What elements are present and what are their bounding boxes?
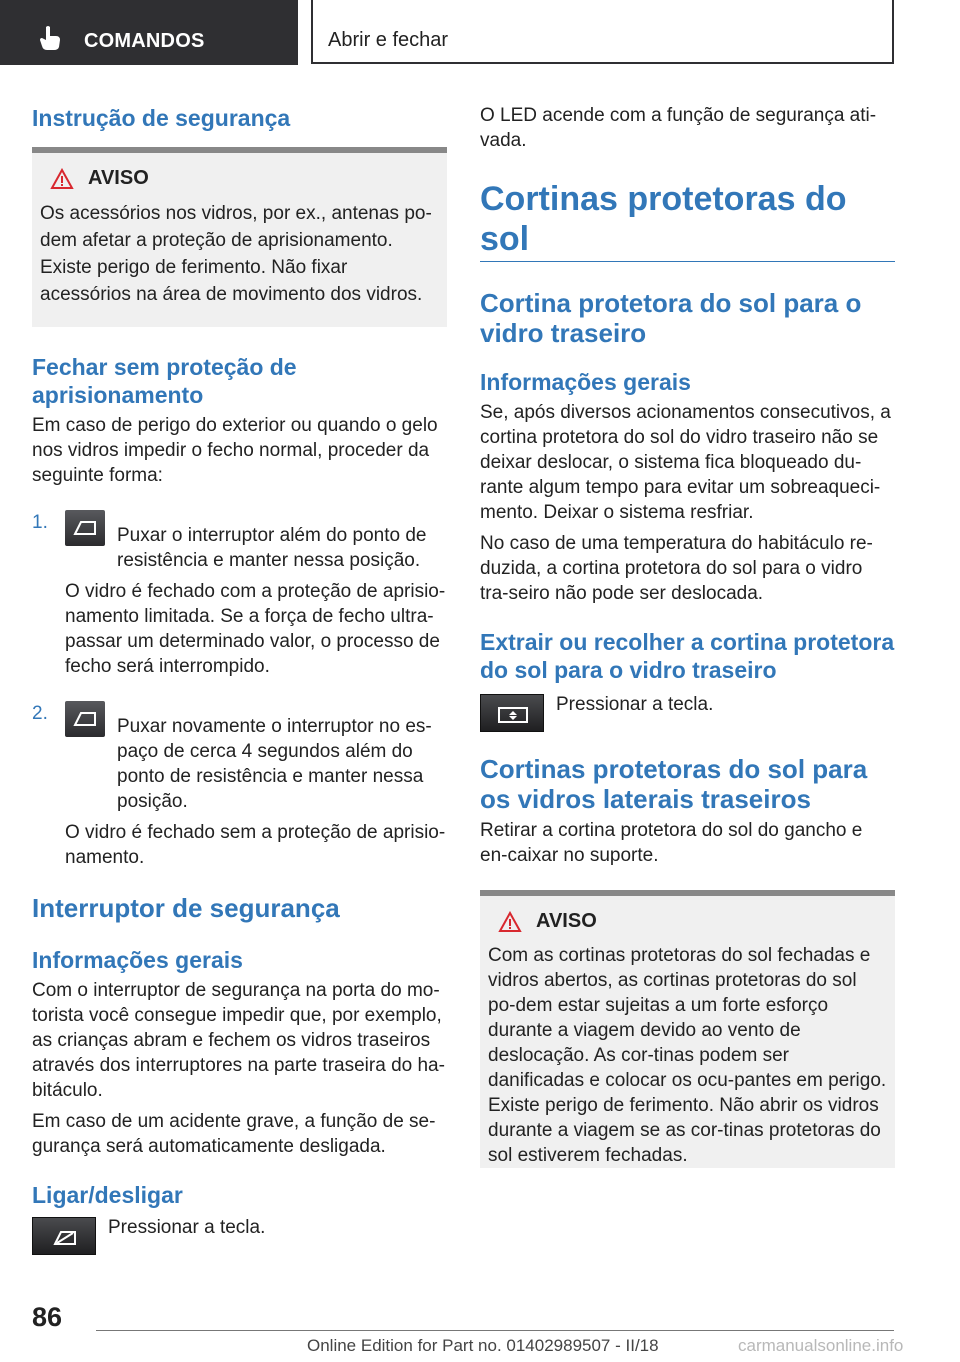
- paragraph-side: Retirar a cortina protetora do sol do gancho e en-caixar no suporte.: [480, 820, 863, 866]
- safety-switch-key-icon: [32, 1217, 96, 1255]
- step-1: [32, 510, 447, 679]
- press-text: Pressionar a tecla.: [108, 1217, 266, 1238]
- heading-close: Fechar sem proteção de aprisionamento: [32, 354, 297, 408]
- paragraph-led: O LED acende com a função de segurança ati-vada.: [480, 105, 877, 151]
- heading-rear: Cortina protetora do sol para o vidro traseiro: [480, 288, 862, 348]
- left-column: [32, 100, 447, 1255]
- sunblind-key-icon: [480, 694, 544, 732]
- warning-icon: [498, 911, 522, 933]
- step-number: 2.: [32, 703, 48, 724]
- topic-tab: [311, 0, 894, 64]
- footer-divider: [96, 1330, 894, 1331]
- warning-label: AVISO: [536, 910, 597, 932]
- section-title: COMANDOS: [84, 30, 205, 52]
- heading-sun: Cortinas protetoras do sol: [480, 179, 895, 262]
- heading-side: Cortinas protetoras do sol para os vidros laterais traseiros: [480, 754, 868, 814]
- warning-icon: [50, 168, 74, 190]
- paragraph-info-right-1: Se, após diversos acionamentos consecutivos, a cortina protetora do sol do vidro traseiro não se deixar deslocar, o sistema fica bloqueado du-rante algum tempo para evitar um sobreaqueci-mento. Deixar o sistema resfriar.: [480, 402, 891, 523]
- step-note: O vidro é fechado sem a proteção de aprisio-namento.: [65, 822, 446, 868]
- extend-row: [480, 694, 895, 732]
- paragraph-info-right-2: No caso de uma temperatura do habitáculo re-duzida, a cortina protetora do sol para o vidro tra-seiro não pode ser deslocada.: [480, 533, 873, 604]
- step-note: O vidro é fechado com a proteção de aprisio-namento limitada. Se a força de fecho ultra-passar um determinado valor, o processo de fecho será interrompido.: [65, 581, 446, 677]
- onoff-row: [32, 1217, 447, 1255]
- warning-text: Os acessórios nos vidros, por ex., antenas po-dem afetar a proteção de aprisionamento. Existe perigo de ferimento. Não fixar acessórios na área de movimento dos vidros.: [40, 203, 432, 305]
- section-tab: [0, 0, 298, 65]
- warning-title: [50, 167, 439, 190]
- heading-extend: Extrair ou recolher a cortina protetora do sol para o vidro traseiro: [480, 629, 895, 683]
- right-column: [480, 100, 895, 1168]
- warning-box: [32, 147, 447, 327]
- warning-text: Com as cortinas protetoras do sol fechadas e vidros abertos, as cortinas protetoras do sol po-dem estar sujeitas a um forte esforço durante a viagem devido ao vento de deslocação. As cor-tinas podem ser danificadas e colocar os ocu-pantes em perigo. Existe perigo de ferimento. Não abrir os vidros durante a viagem se as cor-tinas protetoras do sol estiverem fechadas.: [488, 945, 887, 1166]
- step-text: Puxar novamente o interruptor no es-paço de cerca 4 segundos além do ponto de resistência e manter nessa posição.: [117, 716, 432, 812]
- edition-text: Online Edition for Part no. 01402989507 - II/18: [307, 1336, 659, 1355]
- heading-onoff: Ligar/desligar: [32, 1182, 183, 1208]
- heading-switch: Interruptor de segurança: [32, 893, 340, 923]
- topic-title: Abrir e fechar: [328, 29, 449, 51]
- warning-label: AVISO: [88, 167, 149, 189]
- heading-info-right: Informações gerais: [480, 369, 691, 395]
- heading-info: Informações gerais: [32, 947, 243, 973]
- page-number: 86: [32, 1302, 63, 1332]
- watermark: carmanualsonline.info: [738, 1336, 904, 1355]
- window-switch-icon: [65, 510, 105, 546]
- warning-title: [498, 910, 887, 933]
- paragraph-close: Em caso de perigo do exterior ou quando o gelo nos vidros impedir o fecho normal, proceder da seguinte forma:: [32, 415, 438, 486]
- press-text: Pressionar a tecla.: [556, 694, 714, 715]
- warning-box: [480, 890, 895, 1168]
- window-switch-icon: [65, 701, 105, 737]
- paragraph-info-1: Com o interruptor de segurança na porta do mo-torista você consegue impedir que, por exemplo, as crianças abram e fechem os vidros traseiros através dos interruptores na parte traseira do ha-bitáculo.: [32, 980, 445, 1101]
- paragraph-info-2: Em caso de um acidente grave, a função de se-gurança será automaticamente desligada.: [32, 1111, 436, 1157]
- step-text: Puxar o interruptor além do ponto de resistência e manter nessa posição.: [117, 525, 427, 571]
- hand-icon: [38, 25, 62, 51]
- heading-safety: Instrução de segurança: [32, 105, 291, 131]
- step-2: [32, 701, 447, 870]
- step-number: 1.: [32, 512, 48, 533]
